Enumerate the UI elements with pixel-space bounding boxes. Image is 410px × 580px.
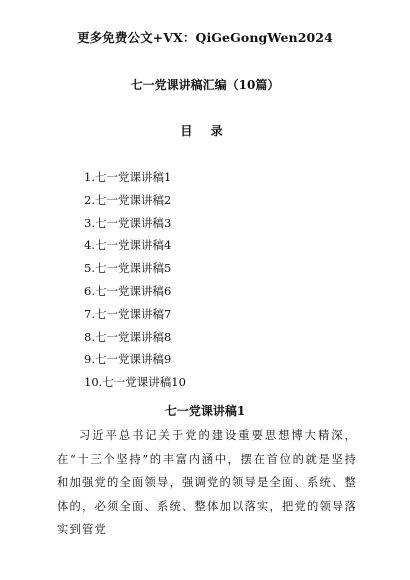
- toc-item-number: 5.: [84, 261, 95, 276]
- toc-item-label: 七一党课讲稿1: [94, 170, 172, 184]
- toc-item-number: 4.: [84, 238, 95, 253]
- toc-item[interactable]: [84, 257, 186, 280]
- document-title: 七一党课讲稿汇编（10篇）: [130, 78, 280, 92]
- toc-item-number: 3.: [84, 215, 95, 230]
- toc-item-label: 七一党课讲稿7: [94, 306, 172, 321]
- toc-item-number: 10.: [84, 375, 103, 390]
- toc-item-label: 七一党课讲稿5: [94, 261, 172, 276]
- toc-item-number: 1.: [84, 170, 95, 184]
- table-of-contents: [84, 166, 186, 394]
- toc-item[interactable]: [84, 280, 186, 303]
- toc-item-number: 6.: [84, 283, 95, 298]
- toc-item-number: 9.: [84, 352, 95, 367]
- section-title: 七一党课讲稿1: [164, 404, 246, 418]
- toc-item[interactable]: [84, 189, 186, 212]
- toc-item[interactable]: [84, 326, 186, 349]
- toc-item-label: 七一党课讲稿6: [94, 283, 172, 298]
- toc-heading: 目 录: [180, 124, 230, 138]
- toc-item-label: 七一党课讲稿9: [94, 352, 172, 367]
- toc-item[interactable]: [84, 234, 186, 257]
- toc-item[interactable]: [84, 371, 186, 394]
- toc-item-label: 七一党课讲稿8: [94, 329, 172, 344]
- toc-item[interactable]: [84, 348, 186, 371]
- toc-item-label: 七一党课讲稿10: [102, 375, 186, 390]
- toc-item-label: 七一党课讲稿2: [94, 192, 172, 207]
- toc-item-label: 七一党课讲稿4: [94, 238, 172, 253]
- promo-banner: 更多免费公文+VX：QiGeGongWen2024: [77, 30, 333, 45]
- toc-item-label: 七一党课讲稿3: [94, 215, 172, 230]
- toc-item-number: 7.: [84, 306, 95, 321]
- section-paragraph: 习近平总书记关于党的建设重要思想博大精深，在“十三个坚持”的丰富内涵中，摆在首位的就是坚持和加强党的全面领导，强调党的领导是全面、系统、整体的，必须全面、系统、整体加以落实，把党的领导落实到管党: [57, 429, 357, 536]
- toc-item[interactable]: [84, 166, 186, 189]
- toc-item[interactable]: [84, 212, 186, 235]
- toc-item[interactable]: [84, 303, 186, 326]
- toc-item-number: 2.: [84, 192, 95, 207]
- toc-item-number: 8.: [84, 329, 95, 344]
